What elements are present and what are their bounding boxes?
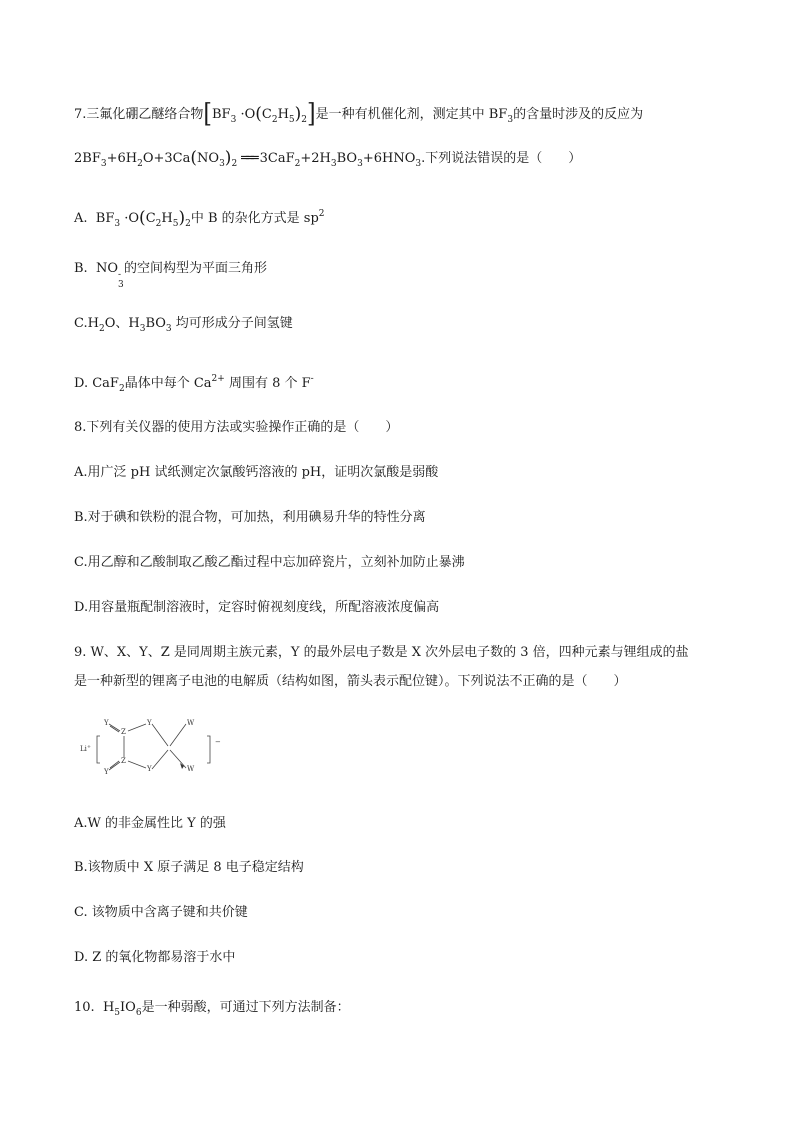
q7-option-d: D. CaF$_2$晶体中每个 $Ca^{2+}$ 周围有 8 个 F- [74,374,314,394]
q7-stem-line1: 7.三氟化硼乙醚络合物$[BF_3 \cdot O(C_2H_5)_2]$是一种有机催化剂，测定其中 $BF_3$的含量时涉及的反应为 [74,99,644,130]
q9-option-d: D. Z 的氧化物都易溶于水中 [74,950,236,965]
q7-option-c: $C.H_2O$、$H_3BO_3$ 均可形成分子间氢键 [74,316,293,334]
q9-option-a: A.W 的非金属性比 Y 的强 [74,816,226,831]
svg-text:Y: Y [104,719,109,727]
q8-option-d: D.用容量瓶配制溶液时，定容时俯视刻度线，所配溶液浓度偏高 [74,600,440,615]
svg-text:Z: Z [121,757,126,765]
svg-text:Y: Y [104,768,109,776]
reaction-arrow: ═══ [241,151,256,166]
q7-equation: $2BF_3+6H_2O+3Ca(NO_3)_2$ ═══ $3CaF_2+2H_3BO_3+6HNO_3$.下列说法错误的是（ ） [74,148,582,169]
q7-option-b: B. NO - 3 的空间构型为平面三角形 [74,261,268,290]
q8-option-a: A.用广泛 pH 试纸测定次氯酸钙溶液的 pH，证明次氯酸是弱酸 [74,465,439,480]
q7-option-a: A. $BF_3 \cdot O(C_2H_5)_2$中 B 的杂化方式是 $sp^2$ [74,208,325,229]
q9-option-b: B.该物质中 X 原子满足 8 电子稳定结构 [74,860,304,875]
q7-prefix: 7.三氟化硼乙醚络合物 [74,107,204,122]
right-bracket: ] [307,99,316,130]
q8-option-b: B.对于碘和铁粉的混合物，可加热，利用碘易升华的特性分离 [74,510,426,525]
svg-text:Y: Y [147,719,152,727]
svg-text:W: W [187,765,195,773]
q9-stem-line1: 9. W、X、Y、Z 是同周期主族元素，Y 的最外层电子数是 X 次外层电子数的 3 倍，四种元素与锂组成的盐 [74,645,689,660]
q9-stem-line2: 是一种新型的锂离子电池的电解质（结构如图，箭头表示配位键）。下列说法不正确的是（ ） [74,674,627,689]
svg-text:−: − [215,738,221,746]
svg-text:W: W [187,719,195,727]
left-bracket: [ [203,99,212,130]
svg-text:Y: Y [147,765,152,773]
q9-option-c: C. 该物质中含离子键和共价键 [74,905,248,920]
q9-structure-figure [80,714,230,784]
q8-option-c: C.用乙醇和乙酸制取乙酸乙酯过程中忘加碎瓷片，立刻补加防止暴沸 [74,555,465,570]
q7-formula-bf3: BF [212,107,231,122]
svg-text:Li+: Li+ [80,744,92,753]
q8-stem: 8.下列有关仪器的使用方法或实验操作正确的是（ ） [74,420,399,435]
q10-stem: 10. $H_5IO_6$是一种弱酸，可通过下列方法制备： [74,1000,350,1018]
svg-text:Z: Z [121,728,126,736]
structure-diagram [80,714,230,784]
